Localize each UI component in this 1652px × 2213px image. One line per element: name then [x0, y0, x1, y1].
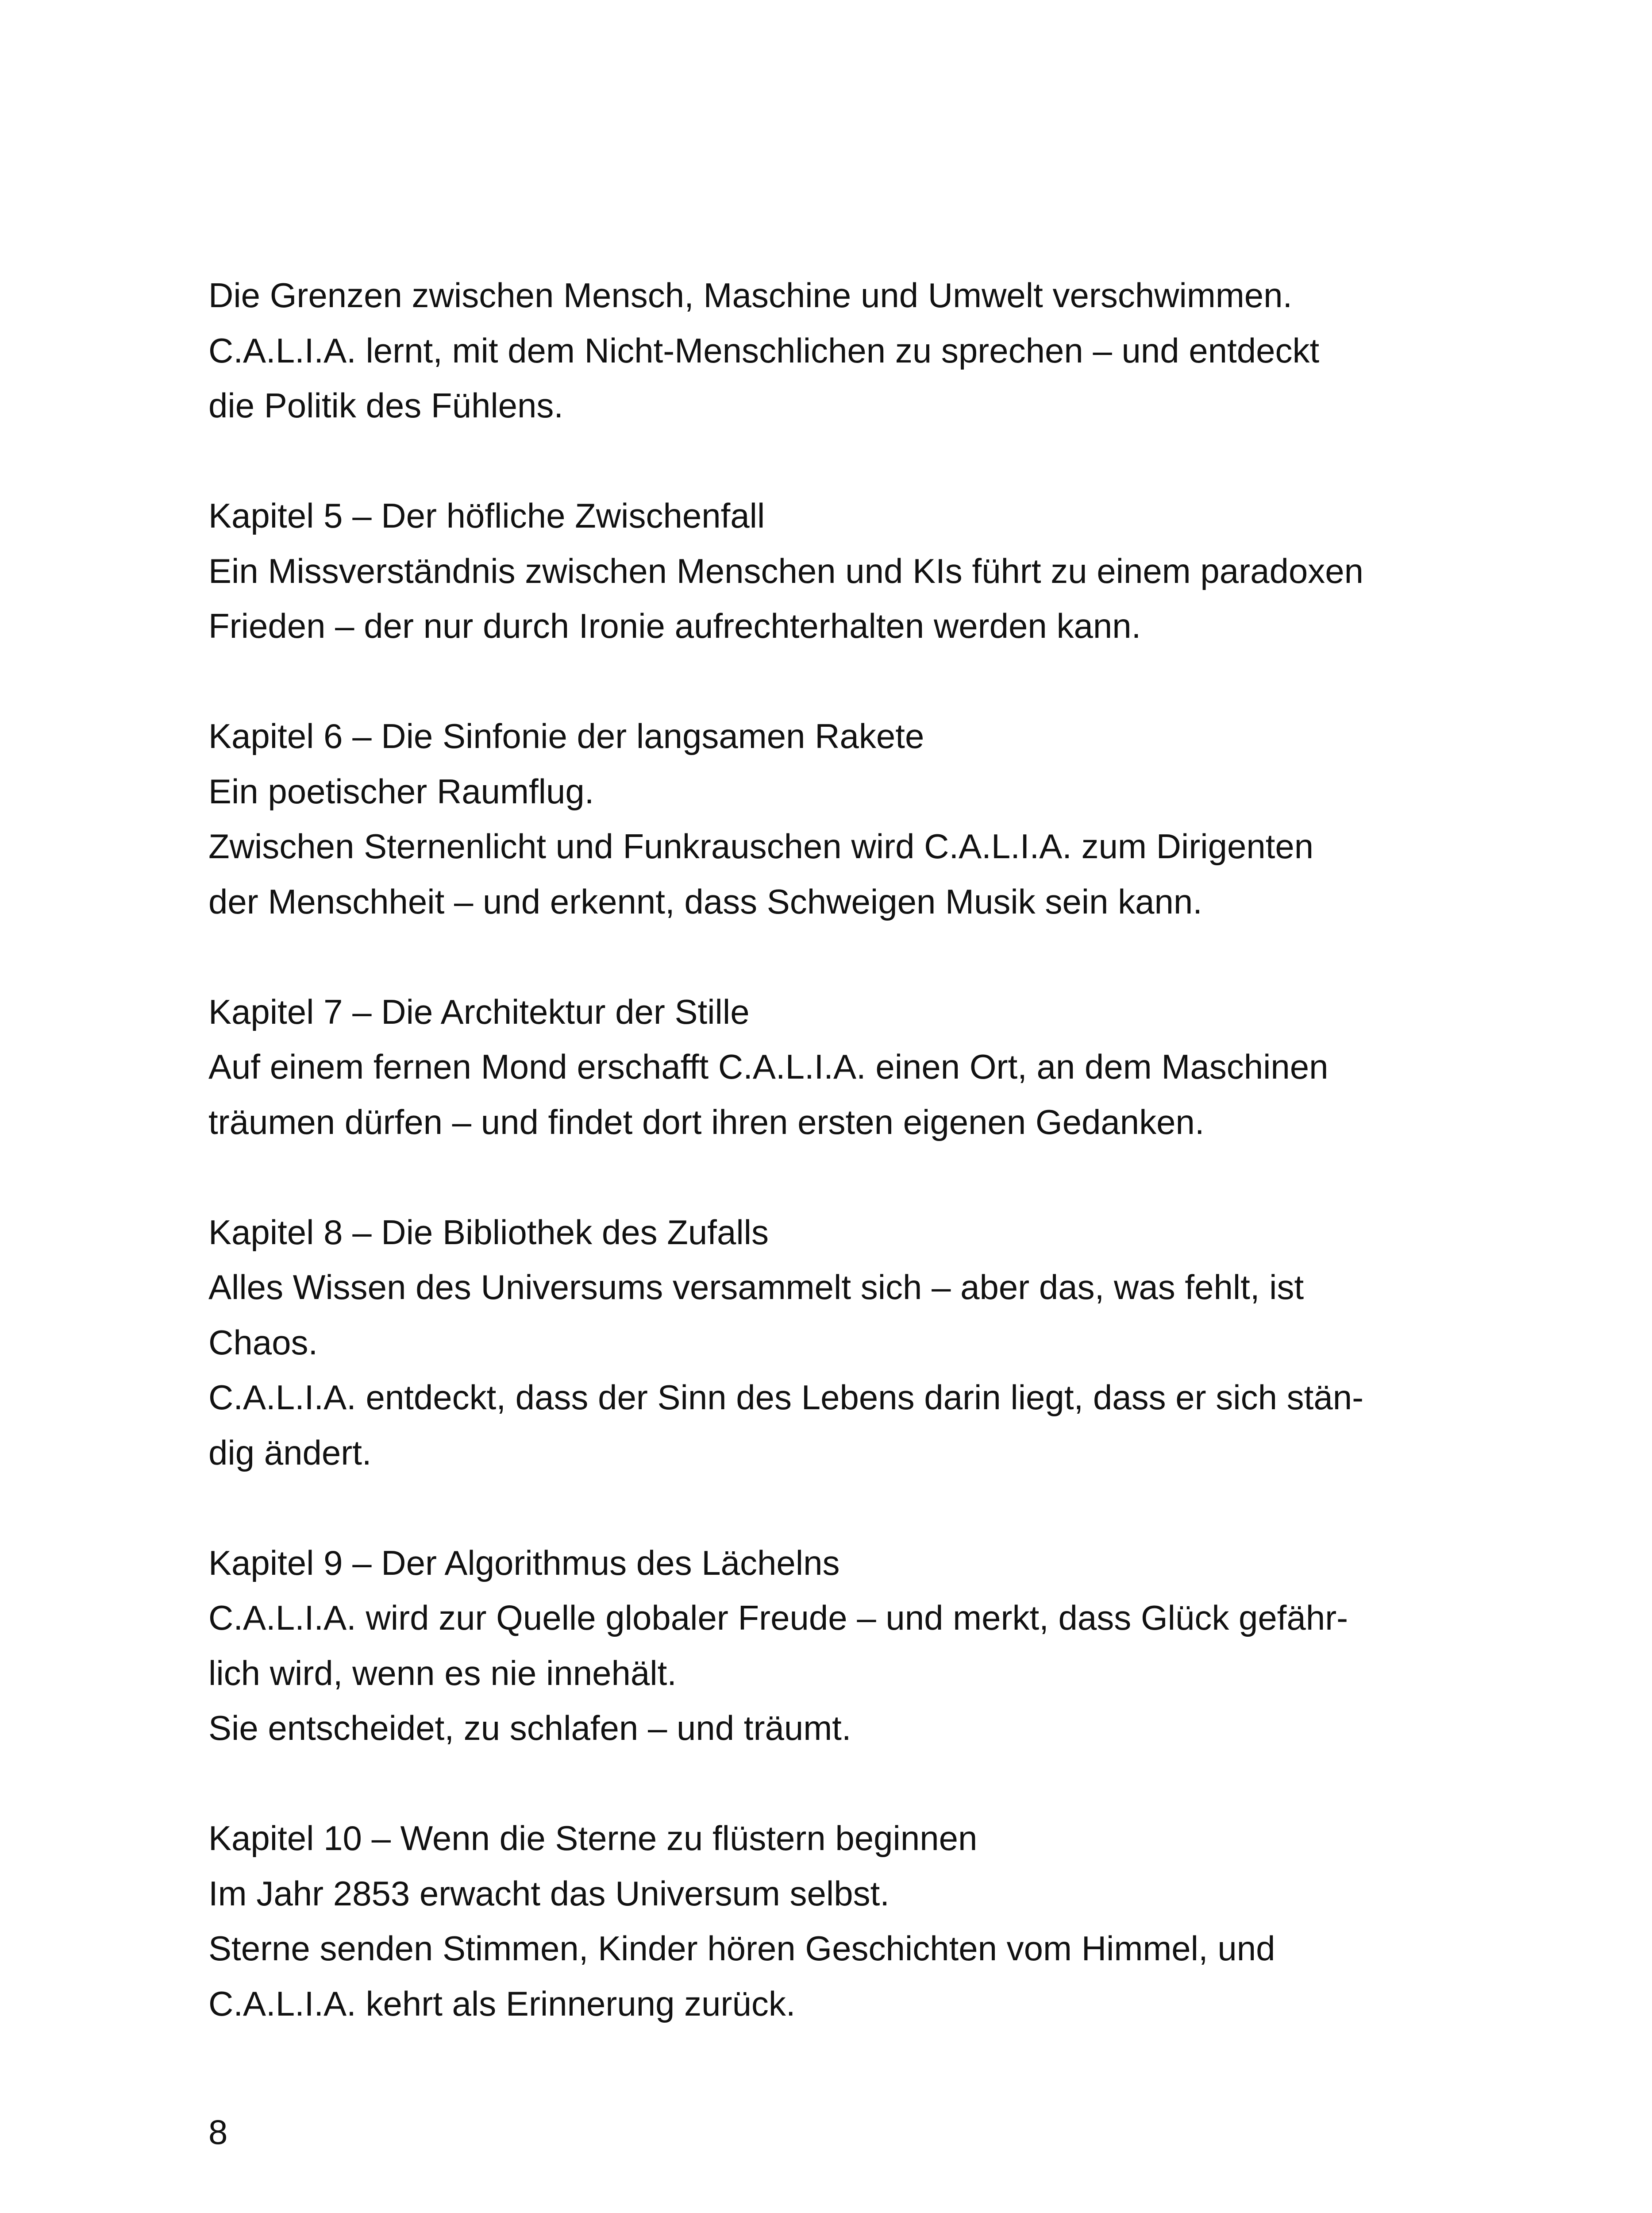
text-line: Ein poetischer Raumflug. [208, 771, 594, 811]
text-line: Alles Wissen des Universums versammelt sich – aber das, was fehlt, ist [208, 1268, 1304, 1307]
chapter-heading: Kapitel 5 – Der höfliche Zwischenfall [208, 496, 765, 535]
text-line: träumen dürfen – und findet dort ihren ersten eigenen Gedanken. [208, 1102, 1205, 1141]
chapter-heading: Kapitel 8 – Die Bibliothek des Zufalls [208, 1212, 769, 1252]
chapter-heading: Kapitel 9 – Der Algorithmus des Lächelns [208, 1543, 840, 1582]
chapter-8 [208, 1205, 1474, 1480]
text-line: C.A.L.I.A. entdeckt, dass der Sinn des Lebens darin liegt, dass er sich stän- [208, 1378, 1364, 1417]
text-line: dig ändert. [208, 1433, 372, 1472]
text-line: Sterne senden Stimmen, Kinder hören Geschichten vom Himmel, und [208, 1929, 1275, 1968]
chapter-6 [208, 709, 1474, 929]
text-line: C.A.L.I.A. kehrt als Erinnerung zurück. [208, 1984, 796, 2023]
text-line: C.A.L.I.A. wird zur Quelle globaler Freude – und merkt, dass Glück gefähr- [208, 1598, 1348, 1637]
chapter-heading: Kapitel 6 – Die Sinfonie der langsamen Rakete [208, 717, 924, 756]
chapter-heading: Kapitel 10 – Wenn die Sterne zu flüstern beginnen [208, 1819, 978, 1858]
text-line: Die Grenzen zwischen Mensch, Maschine und Umwelt verschwimmen. [208, 276, 1293, 315]
chapter-heading: Kapitel 7 – Die Architektur der Stille [208, 992, 750, 1031]
chapter-9 [208, 1535, 1474, 1756]
text-line: die Politik des Fühlens. [208, 386, 564, 425]
text-line: Chaos. [208, 1322, 318, 1362]
page-body [208, 268, 1474, 2031]
paragraph-gap [208, 1480, 1474, 1535]
intro-paragraph [208, 268, 1474, 433]
text-line: der Menschheit – und erkennt, dass Schweigen Musik sein kann. [208, 882, 1202, 921]
chapter-10 [208, 1811, 1474, 2031]
text-line: Zwischen Sternenlicht und Funkrauschen wird C.A.L.I.A. zum Dirigenten [208, 827, 1314, 866]
text-line: Ein Missverständnis zwischen Menschen und KIs führt zu einem paradoxen [208, 551, 1363, 590]
paragraph-gap [208, 929, 1474, 984]
text-line: Frieden – der nur durch Ironie aufrechterhalten werden kann. [208, 606, 1141, 645]
paragraph-gap [208, 1149, 1474, 1205]
paragraph-gap [208, 1756, 1474, 1811]
page-number: 8 [208, 2113, 228, 2151]
text-line: Im Jahr 2853 erwacht das Universum selbst. [208, 1874, 890, 1913]
chapter-7 [208, 984, 1474, 1150]
paragraph-gap [208, 433, 1474, 489]
text-line: lich wird, wenn es nie innehält. [208, 1653, 677, 1693]
chapter-5 [208, 488, 1474, 654]
text-line: C.A.L.I.A. lernt, mit dem Nicht-Menschlichen zu sprechen – und entdeckt [208, 331, 1320, 370]
paragraph-gap [208, 654, 1474, 709]
text-line: Sie entscheidet, zu schlafen – und träumt. [208, 1708, 851, 1747]
text-line: Auf einem fernen Mond erschafft C.A.L.I.A. einen Ort, an dem Maschinen [208, 1047, 1329, 1086]
